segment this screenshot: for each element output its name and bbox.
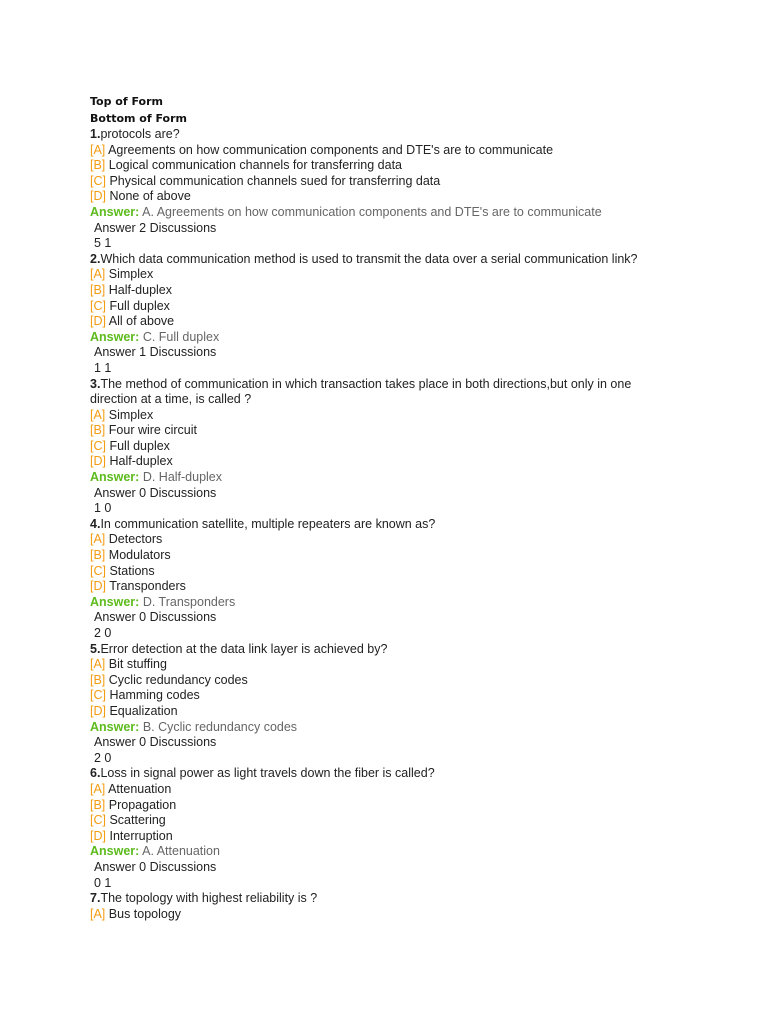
- option-label: [C]: [90, 688, 106, 703]
- answer-line: [90, 330, 690, 346]
- option-text: Attenuation: [108, 781, 172, 796]
- question-text: [90, 517, 670, 533]
- option-label: [A]: [90, 906, 106, 921]
- question-block: [90, 377, 690, 517]
- option-text: Bit stuffing: [108, 657, 167, 672]
- option-text: Cyclic redundancy codes: [108, 672, 248, 687]
- option-row[interactable]: [90, 439, 690, 455]
- question-prompt: Loss in signal power as light travels down the fiber is called?: [100, 766, 435, 781]
- option-label: [C]: [90, 298, 106, 313]
- answer-label: Answer:: [90, 470, 140, 485]
- option-row[interactable]: [90, 688, 690, 704]
- option-row[interactable]: [90, 423, 690, 439]
- option-text: Full duplex: [109, 298, 170, 313]
- option-label: [D]: [90, 189, 106, 204]
- answer-label: Answer:: [90, 329, 140, 344]
- question-block: [90, 127, 690, 252]
- option-text: Equalization: [109, 703, 178, 718]
- question-block: [90, 252, 690, 377]
- question-text: [90, 642, 670, 658]
- option-text: Hamming codes: [109, 688, 200, 703]
- option-label: [D]: [90, 828, 106, 843]
- discussion-link[interactable]: Answer 2 Discussions: [94, 220, 217, 235]
- option-label: [B]: [90, 548, 106, 563]
- option-label: [B]: [90, 158, 106, 173]
- option-text: Half-duplex: [109, 454, 173, 469]
- option-label: [C]: [90, 438, 106, 453]
- option-row[interactable]: [90, 408, 690, 424]
- answer-line: [90, 470, 690, 486]
- option-label: [D]: [90, 579, 106, 594]
- answer-text: D. Transponders: [142, 594, 236, 609]
- option-label: [B]: [90, 282, 106, 297]
- option-text: Propagation: [108, 797, 177, 812]
- option-row[interactable]: [90, 907, 690, 923]
- option-text: Modulators: [108, 548, 171, 563]
- option-text: Physical communication channels sued for transferring data: [109, 173, 441, 188]
- option-text: All of above: [108, 314, 175, 329]
- answer-label: Answer:: [90, 719, 140, 734]
- option-text: Scattering: [109, 813, 166, 828]
- option-row[interactable]: [90, 657, 690, 673]
- option-label: [C]: [90, 173, 106, 188]
- option-text: Half-duplex: [108, 282, 173, 297]
- answer-label: Answer:: [90, 594, 140, 609]
- option-label: [A]: [90, 532, 106, 547]
- option-label: [B]: [90, 797, 106, 812]
- answer-label: Answer:: [90, 844, 140, 859]
- option-text: Stations: [109, 563, 155, 578]
- question-block: [90, 766, 690, 891]
- answer-label: Answer:: [90, 204, 140, 219]
- answer-text: D. Half-duplex: [142, 470, 223, 485]
- option-label: [C]: [90, 563, 106, 578]
- option-row[interactable]: [90, 454, 690, 470]
- bottom-of-form-label: Bottom of Form: [90, 112, 187, 125]
- option-label: [C]: [90, 813, 106, 828]
- option-row[interactable]: [90, 283, 690, 299]
- option-row[interactable]: [90, 704, 690, 720]
- question-number: 7.: [90, 891, 101, 906]
- question-text: [90, 127, 670, 143]
- question-number: 6.: [90, 766, 101, 781]
- option-text: Simplex: [108, 407, 154, 422]
- option-label: [A]: [90, 781, 106, 796]
- option-row[interactable]: [90, 158, 690, 174]
- question-prompt: Error detection at the data link layer is achieved by?: [100, 641, 388, 656]
- question-text: [90, 252, 670, 268]
- answer-text: C. Full duplex: [142, 329, 220, 344]
- vote-counts: 5 1: [94, 236, 112, 251]
- option-row[interactable]: [90, 143, 690, 159]
- discussion-link[interactable]: Answer 0 Discussions: [94, 485, 217, 500]
- option-text: Interruption: [109, 828, 173, 843]
- option-label: [A]: [90, 407, 106, 422]
- option-label: [D]: [90, 454, 106, 469]
- option-row[interactable]: [90, 673, 690, 689]
- option-row[interactable]: [90, 564, 690, 580]
- answer-line: [90, 595, 690, 611]
- answer-line: [90, 205, 690, 221]
- discussion-link[interactable]: Answer 0 Discussions: [94, 610, 217, 625]
- option-row[interactable]: [90, 299, 690, 315]
- option-text: Logical communication channels for transferring data: [108, 158, 402, 173]
- discussion-link[interactable]: Answer 0 Discussions: [94, 859, 217, 874]
- question-block: [90, 642, 690, 767]
- question-number: 5.: [90, 641, 101, 656]
- question-block: [90, 891, 690, 922]
- question-number: 2.: [90, 251, 101, 266]
- discussion-link[interactable]: Answer 1 Discussions: [94, 345, 217, 360]
- question-text: [90, 766, 670, 782]
- option-row[interactable]: [90, 532, 690, 548]
- option-text: Four wire circuit: [108, 423, 197, 438]
- answer-text: B. Cyclic redundancy codes: [142, 719, 298, 734]
- option-label: [B]: [90, 423, 106, 438]
- question-prompt: The topology with highest reliability is ?: [100, 891, 318, 906]
- answer-text: A. Attenuation: [142, 844, 220, 859]
- top-of-form-label: Top of Form: [90, 95, 163, 108]
- question-number: 1.: [90, 127, 101, 141]
- question-text: [90, 377, 670, 408]
- question-number: 3.: [90, 376, 101, 391]
- discussion-link[interactable]: Answer 0 Discussions: [94, 735, 217, 750]
- vote-counts: 2 0: [94, 626, 112, 640]
- option-row[interactable]: [90, 782, 690, 798]
- option-text: Detectors: [108, 532, 163, 547]
- option-row[interactable]: [90, 548, 690, 564]
- question-block: [90, 517, 690, 642]
- option-text: Full duplex: [109, 438, 170, 453]
- question-number: 4.: [90, 516, 101, 531]
- option-label: [A]: [90, 267, 106, 282]
- question-prompt: protocols are?: [100, 127, 180, 141]
- option-row[interactable]: [90, 813, 690, 829]
- option-label: [D]: [90, 314, 106, 329]
- document-body: [90, 93, 690, 922]
- vote-counts: 0 1: [94, 875, 112, 890]
- option-text: Agreements on how communication components and DTE's are to communicate: [108, 142, 554, 157]
- option-row[interactable]: [90, 798, 690, 814]
- option-label: [A]: [90, 657, 106, 672]
- question-prompt: In communication satellite, multiple repeaters are known as?: [100, 516, 436, 531]
- vote-counts: 1 1: [94, 360, 112, 375]
- option-row[interactable]: [90, 189, 690, 205]
- question-text: [90, 891, 670, 907]
- vote-counts: 1 0: [94, 501, 112, 516]
- option-label: [B]: [90, 672, 106, 687]
- option-row[interactable]: [90, 314, 690, 330]
- answer-line: [90, 720, 690, 736]
- vote-counts: 2 0: [94, 750, 112, 765]
- option-row[interactable]: [90, 267, 690, 283]
- question-prompt: The method of communication in which transaction takes place in both directions,but only in one direction at a time, is called ?: [90, 376, 632, 407]
- question-prompt: Which data communication method is used to transmit the data over a serial communication link?: [100, 251, 638, 266]
- option-label: [D]: [90, 703, 106, 718]
- option-row[interactable]: [90, 579, 690, 595]
- option-row[interactable]: [90, 829, 690, 845]
- option-text: Transponders: [109, 579, 186, 594]
- option-text: Simplex: [108, 267, 154, 282]
- answer-text: A. Agreements on how communication components and DTE's are to communicate: [142, 204, 602, 219]
- answer-line: [90, 844, 690, 860]
- option-text: None of above: [109, 189, 191, 204]
- option-label: [A]: [90, 142, 106, 157]
- question-list: [90, 127, 690, 922]
- option-row[interactable]: [90, 174, 690, 190]
- option-text: Bus topology: [108, 906, 182, 921]
